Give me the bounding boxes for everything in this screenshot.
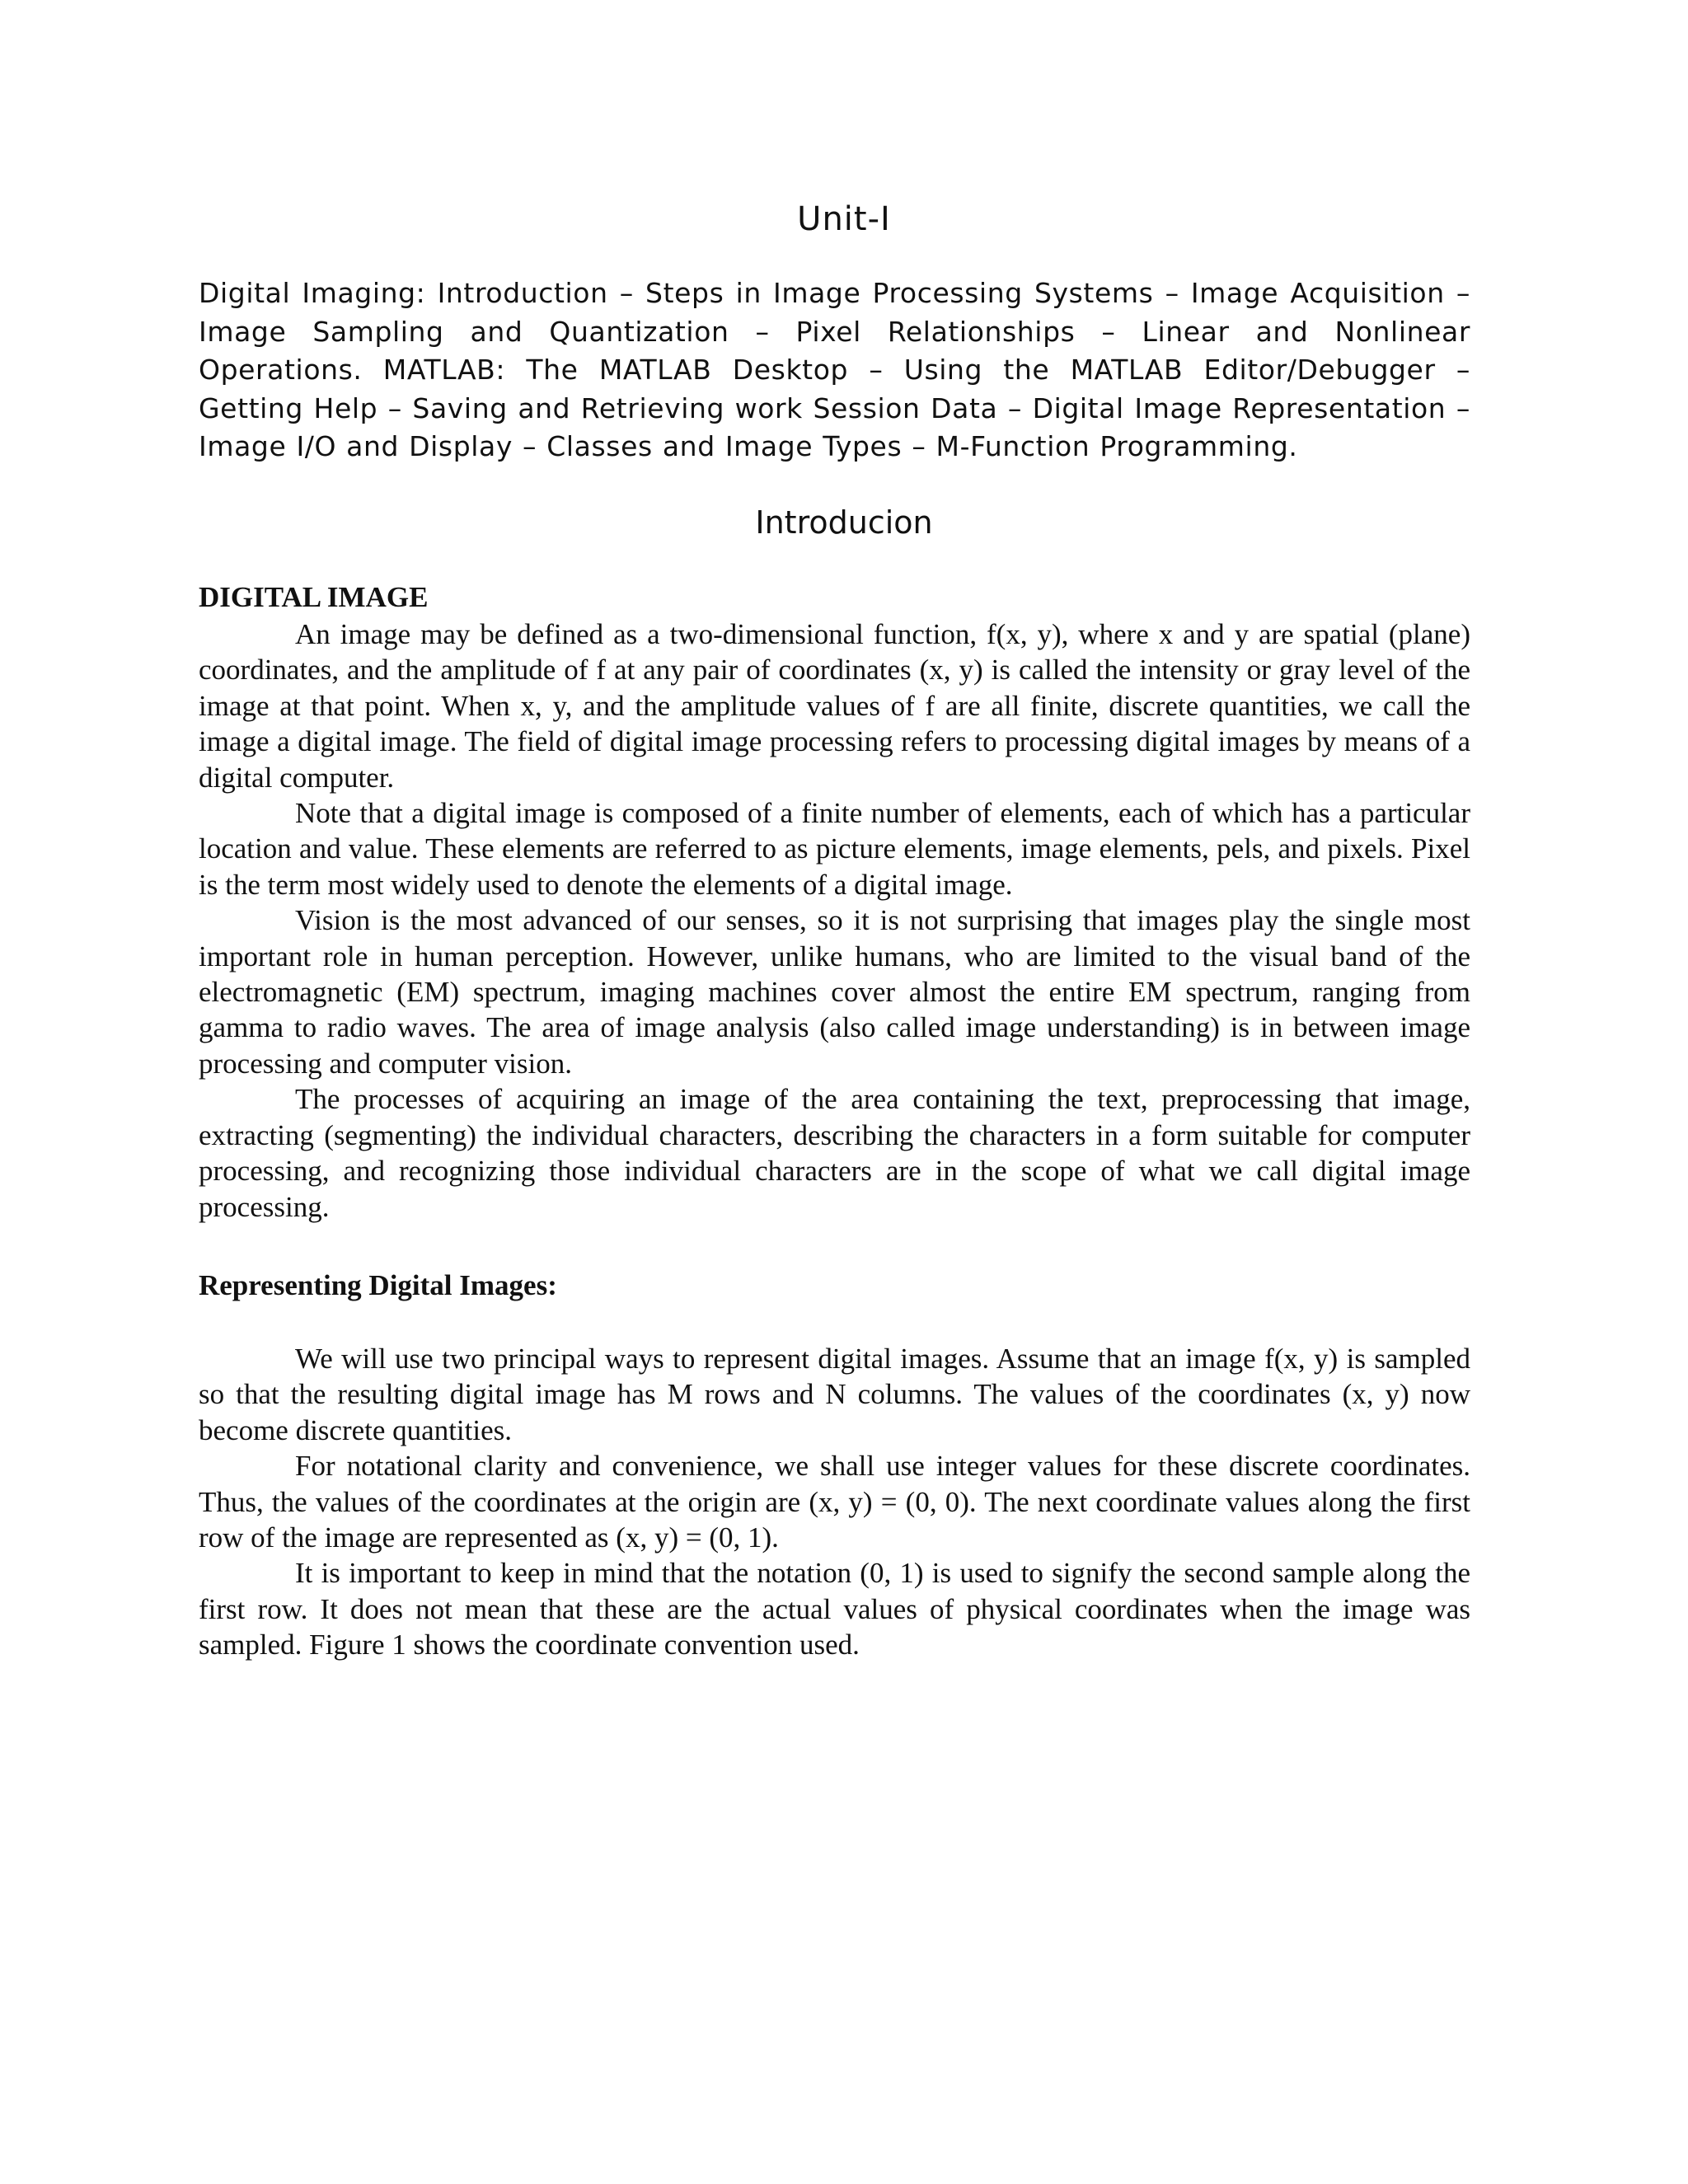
- digital-image-section: [199, 616, 1470, 1225]
- digital-image-paragraph-2: Note that a digital image is composed of a finite number of elements, each of which has a particular location and value. These elements are referred to as picture elements, image elements, pels, and pixels. Pixel is the term most widely used to denote the elements of a digital image.: [199, 797, 1470, 901]
- digital-image-paragraph-4: The processes of acquiring an image of the area containing the text, preprocessing that image, extracting (segmenting) the individual characters, describing the characters in a form suitable for computer processing, and recognizing those individual characters are in the scope of what we call digital image processing.: [199, 1083, 1470, 1223]
- representing-paragraph-2: For notational clarity and convenience, we shall use integer values for these discrete coordinates. Thus, the values of the coordinates at the origin are (x, y) = (0, 0). The next coordinate values along the first row of the image are represented as (x, y) = (0, 1).: [199, 1450, 1470, 1554]
- digital-image-paragraph-1: An image may be defined as a two-dimensional function, f(x, y), where x and y are spatial (plane) coordinates, and the amplitude of f at any pair of coordinates (x, y) is called the intensity or gray level of the image at that point. When x, y, and the amplitude values of f are all finite, discrete quantities, we call the image a digital image. The field of digital image processing refers to processing digital images by means of a digital computer.: [199, 618, 1470, 794]
- unit-title: Unit-I: [797, 200, 891, 238]
- syllabus-paragraph: Digital Imaging: Introduction – Steps in Image Processing Systems – Image Acquisition – Image Sampling and Quantization – Pixel Relationships – Linear and Nonlinear Operations. MATLAB: The MATLAB Desktop – Using the MATLAB Editor/Debugger – Getting Help – Saving and Retrieving work Session Data – Digital Image Representation – Image I/O and Display – Classes and Image Types – M-Function Programming.: [199, 277, 1470, 462]
- digital-image-paragraph-3: Vision is the most advanced of our senses, so it is not surprising that images play the single most important role in human perception. However, unlike humans, who are limited to the visual band of the electromagnetic (EM) spectrum, imaging machines cover almost the entire EM spectrum, ranging from gamma to radio waves. The area of image analysis (also called image understanding) is in between image processing and computer vision.: [199, 904, 1470, 1080]
- representing-paragraph-1: We will use two principal ways to represent digital images. Assume that an image f(x, y) is sampled so that the resulting digital image has M rows and N columns. The values of the coordinates (x, y) now become discrete quantities.: [199, 1343, 1470, 1446]
- representing-digital-images-heading: Representing Digital Images:: [199, 1269, 557, 1301]
- representing-digital-images-section: [199, 1341, 1470, 1663]
- digital-image-heading: DIGITAL IMAGE: [199, 581, 429, 613]
- introduction-title: Introducion: [755, 504, 933, 541]
- representing-paragraph-3: It is important to keep in mind that the notation (0, 1) is used to signify the second sample along the first row. It does not mean that these are the actual values of physical coordinates when the image was sampled. Figure 1 shows the coordinate convention used.: [199, 1557, 1470, 1661]
